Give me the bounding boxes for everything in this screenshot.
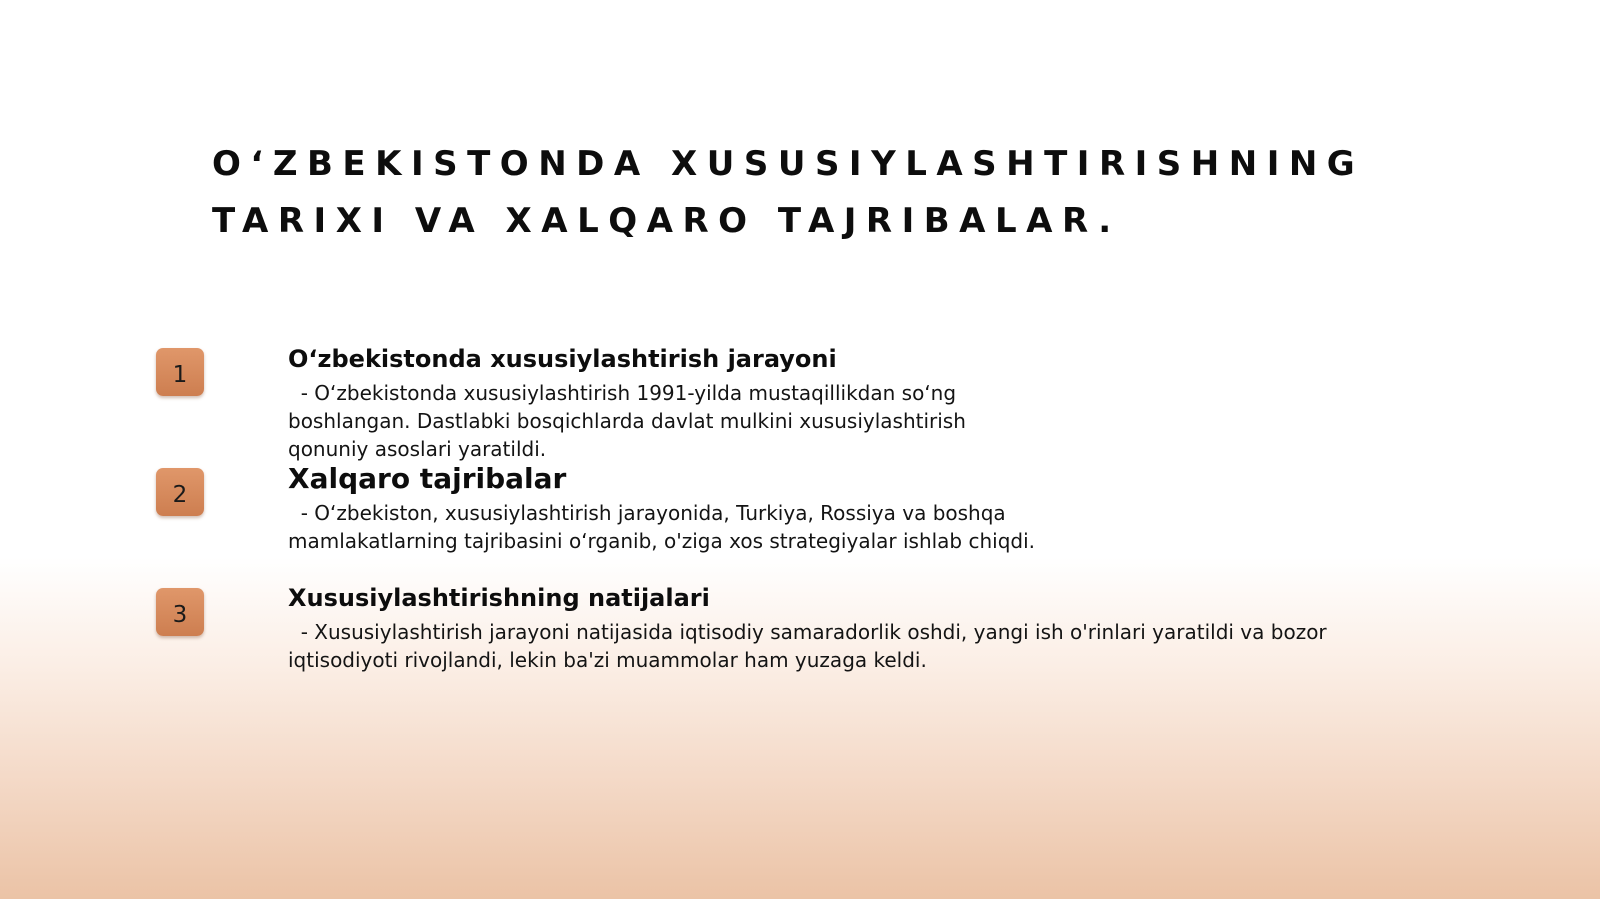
slide-title-line-1: O‘ZBEKISTONDA XUSUSIYLASHTIRISHNING <box>212 144 1365 184</box>
number-badge-1: 1 <box>156 348 204 396</box>
number-badge-3: 3 <box>156 588 204 636</box>
slide-title <box>212 136 1512 250</box>
item-heading-3: Xususiylashtirishning natijalari <box>288 584 710 612</box>
item-text-1: - O‘zbekistonda xususiylashtirish 1991-yilda mustaqillikdan so‘ng boshlangan. Dastlabki bosqichlarda davlat mulkini xususiylashtirish qonuniy asoslari yaratildi. <box>288 381 973 461</box>
number-badge-2: 2 <box>156 468 204 516</box>
item-heading-1: O‘zbekistonda xususiylashtirish jarayoni <box>288 345 837 373</box>
item-text-2: - O‘zbekiston, xususiylashtirish jarayonida, Turkiya, Rossiya va boshqa mamlakatlarning tajribasini o‘rganib, o'ziga xos strategiyalar ishlab chiqdi. <box>288 501 1036 553</box>
slide-title-line-2: TARIXI VA XALQARO TAJRIBALAR. <box>212 201 1121 241</box>
item-heading-2: Xalqaro tajribalar <box>288 462 567 495</box>
item-text-3: - Xususiylashtirish jarayoni natijasida iqtisodiy samaradorlik oshdi, yangi ish o'rinlari yaratildi va bozor iqtisodiyoti rivojlandi, lekin ba'zi muammolar ham yuzaga keldi. <box>288 620 1334 672</box>
